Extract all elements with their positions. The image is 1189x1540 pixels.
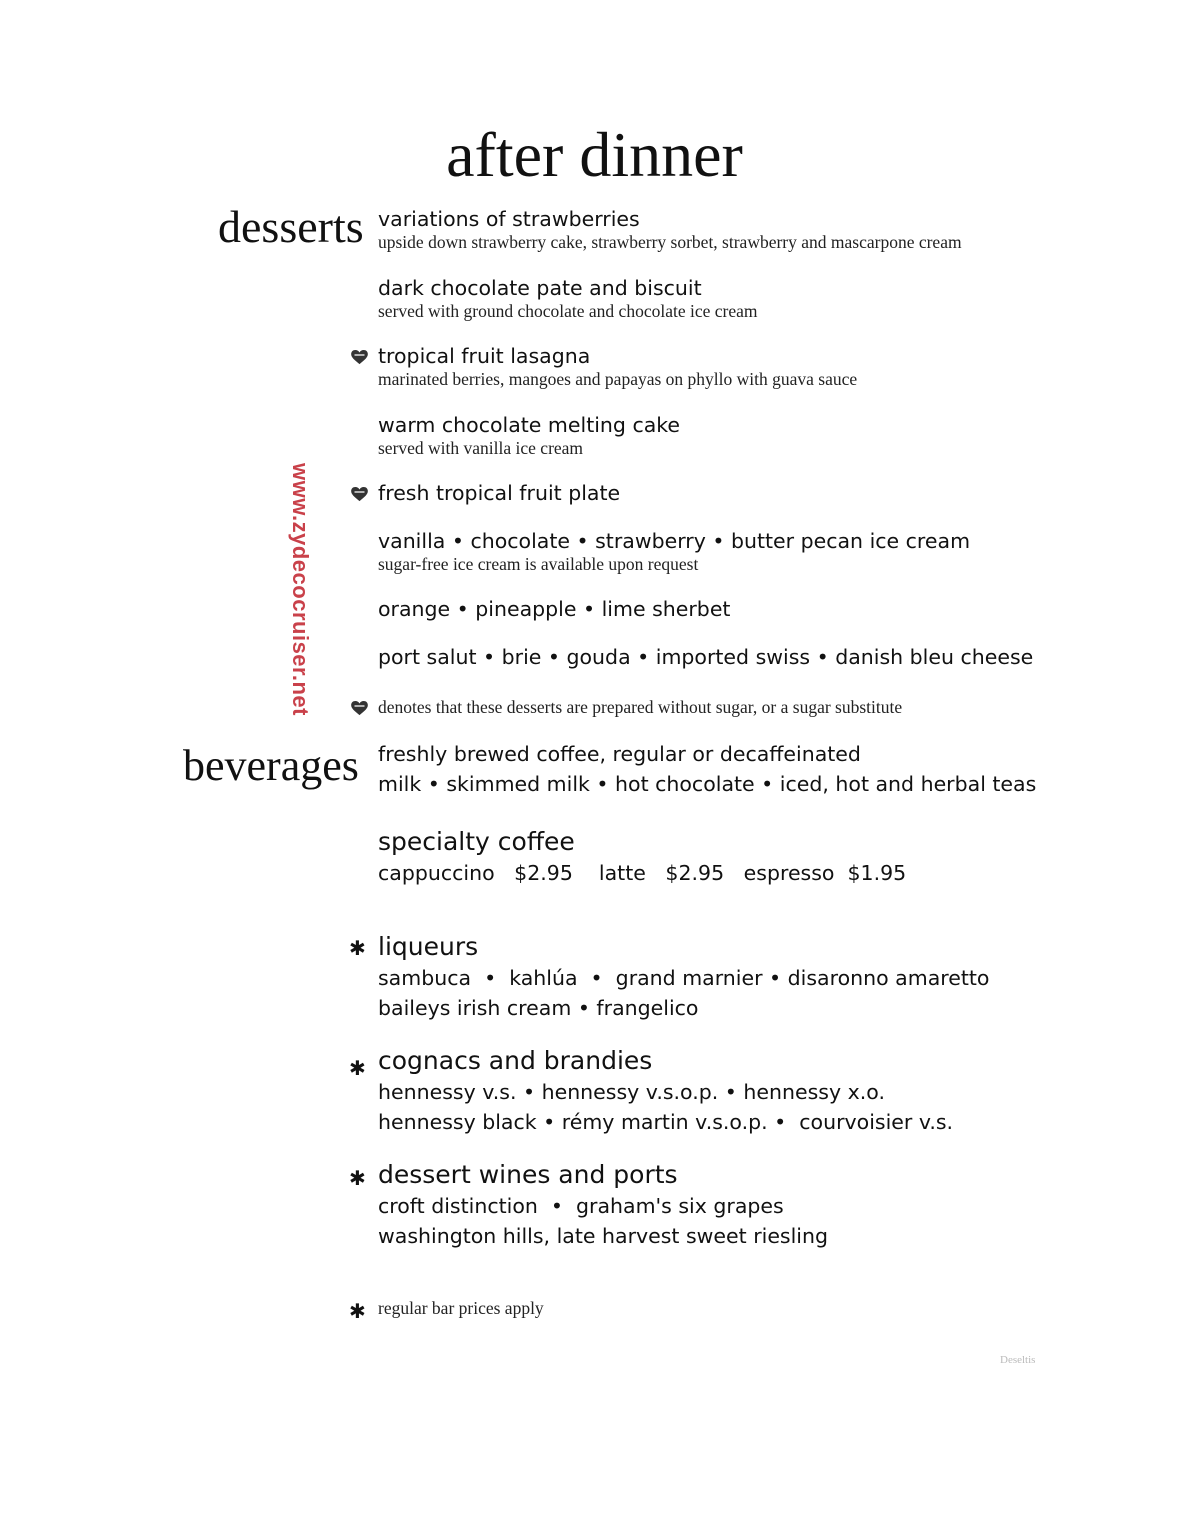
heart-icon (351, 350, 368, 365)
dessert-name: dark chocolate pate and biscuit (378, 276, 702, 300)
dessert-item (378, 343, 857, 389)
asterisk-icon: ✱ (349, 1299, 366, 1323)
section-label-desserts: desserts (218, 201, 364, 252)
group-line: croft distinction • graham's six grapes (378, 1194, 784, 1218)
asterisk-icon: ✱ (349, 936, 366, 960)
asterisk-icon: ✱ (349, 1056, 366, 1080)
dessert-item (378, 412, 680, 458)
group-heading: cognacs and brandies (378, 1046, 653, 1075)
dessert-item (378, 596, 730, 622)
watermark-text: www.zydecocruiser.net (288, 463, 313, 716)
group-line: baileys irish cream • frangelico (378, 996, 699, 1020)
heart-icon (351, 487, 368, 502)
dessert-name: port salut • brie • gouda • imported swiss • danish bleu cheese (378, 645, 1034, 669)
section-label-beverages: beverages (183, 741, 359, 790)
dessert-name: variations of strawberries (378, 207, 640, 231)
footnote-text: denotes that these desserts are prepared without sugar, or a sugar substitute (378, 697, 903, 717)
dessert-footnote (378, 696, 902, 718)
dessert-item (378, 644, 1033, 670)
group-heading: dessert wines and ports (378, 1160, 678, 1189)
dessert-name: orange • pineapple • lime sherbet (378, 597, 731, 621)
dessert-desc: marinated berries, mangoes and papayas on phyllo with guava sauce (378, 369, 858, 389)
footnote-text: regular bar prices apply (378, 1298, 544, 1318)
dessert-desc: served with vanilla ice cream (378, 438, 584, 458)
specialty-heading: specialty coffee (378, 827, 575, 856)
cognacs-group (378, 1045, 953, 1137)
dessert-item (378, 206, 962, 252)
dessert-desc: upside down strawberry cake, strawberry sorbet, strawberry and mascarpone cream (378, 232, 962, 252)
page-title: after dinner (446, 119, 743, 190)
beverage-line: freshly brewed coffee, regular or decaffeinated (378, 742, 861, 766)
liqueurs-group (378, 931, 989, 1023)
dessert-item (378, 528, 970, 574)
dessert-name: tropical fruit lasagna (378, 344, 591, 368)
dessert-item (378, 275, 757, 321)
wines-group (378, 1159, 828, 1251)
heart-icon (351, 701, 368, 716)
beverage-line: milk • skimmed milk • hot chocolate • iced, hot and herbal teas (378, 772, 1037, 796)
group-line: hennessy black • rémy martin v.s.o.p. • courvoisier v.s. (378, 1110, 954, 1134)
dessert-desc: sugar-free ice cream is available upon request (378, 554, 699, 574)
specialty-coffee (378, 826, 906, 888)
dessert-desc: served with ground chocolate and chocolate ice cream (378, 301, 758, 321)
dessert-name: fresh tropical fruit plate (378, 481, 621, 505)
dessert-name: warm chocolate melting cake (378, 413, 681, 437)
corner-mark: Deseltis (1000, 1354, 1036, 1366)
group-line: sambuca • kahlúa • grand marnier • disaronno amaretto (378, 966, 990, 990)
group-heading: liqueurs (378, 932, 479, 961)
group-line: hennessy v.s. • hennessy v.s.o.p. • hennessy x.o. (378, 1080, 885, 1104)
dessert-name: vanilla • chocolate • strawberry • butter pecan ice cream (378, 529, 971, 553)
specialty-prices: cappuccino $2.95 latte $2.95 espresso $1.95 (378, 861, 907, 885)
beverage-basic (378, 739, 1036, 799)
beverage-footnote (378, 1297, 544, 1319)
group-line: washington hills, late harvest sweet riesling (378, 1224, 829, 1248)
asterisk-icon: ✱ (349, 1166, 366, 1190)
dessert-item (378, 480, 620, 506)
